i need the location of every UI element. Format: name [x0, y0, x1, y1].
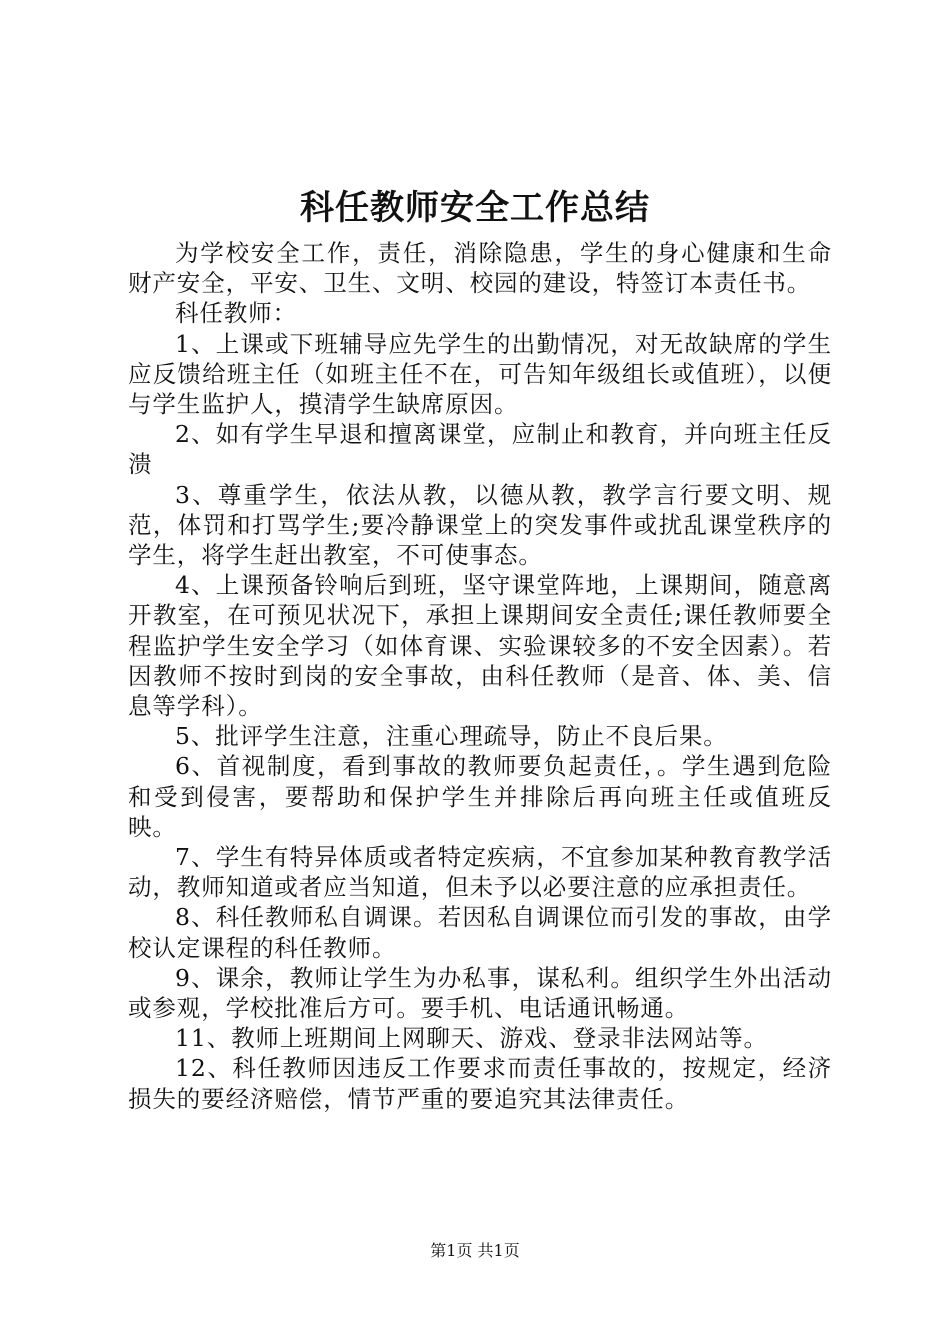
paragraph-item-12: 12、科任教师因违反工作要求而责任事故的，按规定，经济损失的要经济赔偿，情节严重的要追究其法律责任。 — [128, 1054, 832, 1113]
paragraph-item-8: 8、科任教师私自调课。若因私自调课位而引发的事故，由学校认定课程的科任教师。 — [128, 903, 832, 962]
document-title: 科任教师安全工作总结 — [300, 188, 650, 228]
paragraph-heading: 科任教师： — [175, 299, 297, 328]
paragraph-item-11: 11、教师上班期间上网聊天、游戏、登录非法网站等。 — [175, 1024, 768, 1053]
paragraph-item-7: 7、学生有特异体质或者特定疾病，不宜参加某种教育教学活动，教师知道或者应当知道，但未予以必要注意的应承担责任。 — [128, 843, 832, 902]
paragraph-item-6: 6、首视制度，看到事故的教师要负起责任，。学生遇到危险和受到侵害，要帮助和保护学生并排除后再向班主任或值班反映。 — [128, 752, 832, 841]
paragraph-item-2: 2、如有学生早退和擅离课堂，应制止和教育，并向班主任反溃 — [128, 420, 832, 479]
page-footer: 第1页 共1页 — [430, 1241, 520, 1260]
paragraph-item-3: 3、尊重学生，依法从教，以德从教，教学言行要文明、规范，体罚和打骂学生;要冷静课堂上的突发事件或扰乱课堂秩序的学生，将学生赶出教室，不可使事态。 — [128, 480, 832, 570]
paragraph-item-4: 4、上课预备铃响后到班，坚守课堂阵地，上课期间，随意离开教室，在可预见状况下，承担上课期间安全责任;课任教师要全程监护学生安全学习（如体育课、实验课较多的不安全因素）。若因教师不按时到岗的安全事故，由科任教师（是音、体、美、信息等学科）。 — [128, 571, 832, 721]
paragraph-item-1: 1、上课或下班辅导应先学生的出勤情况，对无故缺席的学生应反馈给班主任（如班主任不在，可告知年级组长或值班），以便与学生监护人，摸清学生缺席原因。 — [128, 329, 832, 419]
paragraph-item-5: 5、批评学生注意，注重心理疏导，防止不良后果。 — [175, 722, 728, 751]
paragraph-intro: 为学校安全工作，责任，消除隐患，学生的身心健康和生命财产安全，平安、卫生、文明、校园的建设，特签订本责任书。 — [128, 239, 832, 298]
document-body — [128, 238, 832, 1114]
paragraph-item-9: 9、课余，教师让学生为办私事，谋私利。组织学生外出活动或参观，学校批准后方可。要手机、电话通讯畅通。 — [128, 963, 832, 1023]
